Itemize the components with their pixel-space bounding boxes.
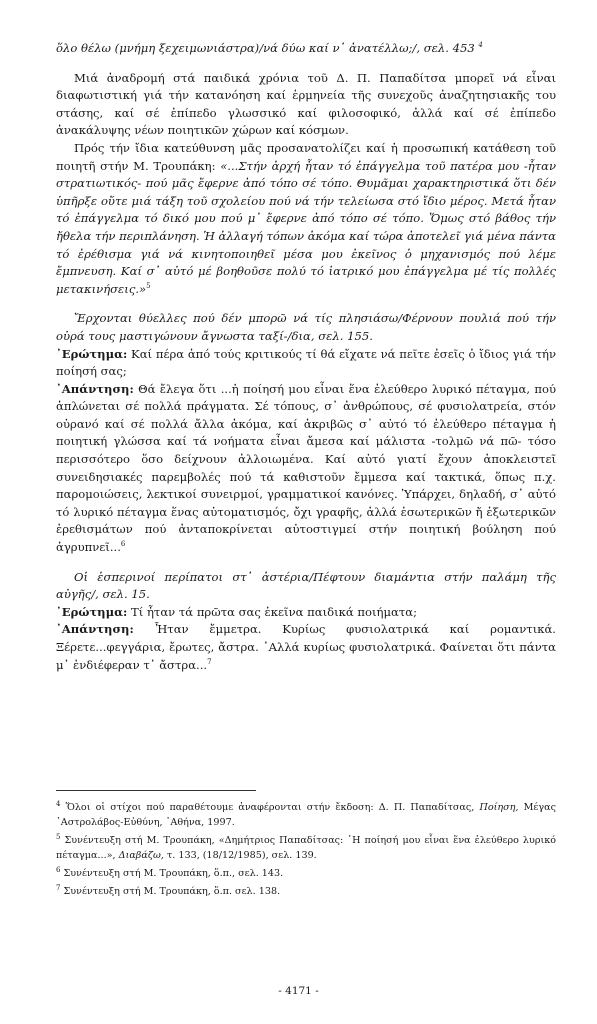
footnote-5 (56, 833, 556, 863)
question-2 (56, 604, 556, 622)
answer-text: Θά ἔλεγα ὅτι ...ἡ ποίησή μου εἶναι ἕνα ἐλεύθερο λυρικό πέταγμα, πού ἁπλώνεται σέ πολλά πράγματα. Σέ τόπους, σ᾽ ἀνθρώπους, σέ φυσιολατρεία, στόν οὐρανό καί σέ πολλά ἄλλα ἀκόμα, καί ἀκριβῶς σ᾽ αὐτό τό ἐλεύθερο πέταγμα ἡ ποιητική γλώσσα καί τά νοήματα εἶναι ἄμεσα καί μάλιστα -τολμῶ νά πῶ- τόσο περισσότερο ὅσο δείχνουν ἀλλοιωμένα. Καί αὐτό γιατί ἔχουν ἀποκλειστεῖ συνειδησιακές παρεμβολές πού τά καθιστοῦν ἔμμεσα καί τακτικά, ὅπως π.χ. παρομοιώσεις, λεκτικοί συνειρμοί, γραμματικοί κανόνες. Ὑπάρχει, δηλαδή, σ᾽ αὐτό τό λυρικό πέταγμα ἕνας αὐτοματισμός, ὄχι γραφῆς, ἀλλά ἐσωτερικῶν ἤ ἐξωτερικῶν ἐρεθισμάτων πού ἀνταποκρίνεται αὐτοστιγμεί στήν ποιητική βούληση πού ἀγρυπνεῖ... (56, 381, 556, 555)
page-body (56, 40, 556, 674)
footnote-number: 6 (56, 865, 61, 874)
answer-label: ᾽Απάντηση: (56, 381, 134, 396)
question-label: ᾽Ερώτημα: (56, 604, 128, 619)
footnote-text: Συνέντευξη στή Μ. Τρουπάκη, ὅ.π., σελ. 143. (60, 868, 284, 879)
verse-quote-3: Οἱ ἑσπερινοί περίπατοι στ᾽ ἀστέρια/Πέφτουν διαμάντια στήν παλάμη τῆς αὐγῆς/, σελ. 15. (56, 569, 556, 602)
footnote-7 (56, 884, 556, 899)
footnote-text: Συνέντευξη στή Μ. Τρουπάκη, ὅ.π. σελ. 138. (60, 886, 281, 897)
footnote-text: τ. 133, (18/12/1985), σελ. 139. (163, 850, 317, 861)
footnote-6 (56, 866, 556, 881)
footnote-ref[interactable]: 6 (120, 540, 126, 549)
verse-quote-top (56, 40, 556, 58)
paragraph-testimony (56, 140, 556, 298)
book-title: Ποίηση, (479, 802, 519, 813)
testimony-quote: «...Στήν ἀρχή ἦταν τό ἐπάγγελμα τοῦ πατέρα μου -ἦταν στρατιωτικός- πού μᾶς ἔφερνε ἀπό τόπο σέ τόπο. Θυμᾶμαι χαρακτηριστικά ὅτι δέν ὑπῆρξε οὔτε μιά τάξη τοῦ σχολείου πού νά τήν τελείωσα στό ἴδιο μέρος. Μετά ἦταν τό ἐπάγγελμα τό δικό μου πού μ᾽ ἔφερνε ἀπό τόπο σέ τόπο. Ὅμως στό βάθος τήν ἤθελα τήν περιπλάνηση. Ἡ ἀλλαγή τόπων ἀκόμα καί τώρα ἀποτελεῖ γιά μένα πάντα τό ἐρέθισμα γιά νά κινητοποιηθεῖ μέσα μου ἐκεῖνος ὁ μηχανισμός πού λέμε ἔμπνευση. Καί σ᾽ αὐτό μέ βοηθοῦσε πολύ τό ἰατρικό μου ἐπάγγελμα μέ τίς πολλές μετακινήσεις.» (56, 158, 556, 296)
footnote-ref[interactable]: 7 (207, 657, 212, 666)
answer-1 (56, 381, 556, 557)
footnote-text: Ὅλοι οἱ στίχοι πού παραθέτουμε ἀναφέρονται στήν ἔκδοση: Δ. Π. Παπαδίτσας, (60, 802, 480, 813)
footnotes (56, 800, 556, 902)
testimony-intro: Πρός τήν ἴδια κατεύθυνση μᾶς προσανατολίζει καί ἡ προσωπική κατάθεση τοῦ ποιητῆ στήν Μ. Τρουπάκη: (56, 140, 556, 173)
journal-title: Διαβάζω, (118, 850, 164, 861)
verse-text: ὅλο θέλω (μνήμη ξεχειμωνιάστρα)/νά δύω καί ν᾽ ἀνατέλλω;/, σελ. 453 (56, 41, 475, 55)
question-label: ᾽Ερώτημα: (56, 346, 128, 361)
verse-quote-2: Ἔρχονται θύελλες πού δέν μπορῶ νά τίς πλησιάσω/Φέρνουν πουλιά πού τήν οὐρά τους μαστιγώνουν ἄγνωστα ταξί-/δια, σελ. 155. (56, 311, 556, 343)
footnote-divider (56, 790, 256, 791)
question-text: Καί πέρα ἀπό τούς κριτικούς τί θά εἴχατε νά πεῖτε ἐσεῖς ὁ ἴδιος γιά τήν ποίησή σας; (56, 346, 556, 379)
footnote-ref[interactable]: 5 (146, 281, 151, 290)
footnote-number: 4 (56, 799, 61, 808)
footnote-4 (56, 800, 556, 830)
footnote-text: Μέγας ᾽Αστρολάβος-Εὐθύνη, ᾽Αθήνα, 1997. (56, 802, 556, 828)
footnote-text: Συνέντευξη στή Μ. Τρουπάκη, «Δημήτριος Παπαδίτσας: ῾Η ποίησή μου εἶναι ἕνα ἐλεύθερο λυρικό πέταγμα...», (56, 835, 556, 861)
footnote-number: 5 (56, 832, 61, 841)
footnote-ref[interactable]: 4 (478, 41, 483, 50)
answer-label: ᾽Απάντηση: (56, 622, 134, 637)
answer-2 (56, 621, 556, 674)
answer-text: Ἦταν ἔμμετρα. Κυρίως φυσιολατρικά καί ρομαντικά. Ξέρετε...φεγγάρια, ἔρωτες, ἄστρα. ᾽Αλλά κυρίως φυσιολατρικά. Φαίνεται ὅτι πάντα μ᾽ ἐνδιέφεραν τ᾽ ἄστρα... (56, 622, 556, 672)
paragraph-childhood: Μιά ἀναδρομή στά παιδικά χρόνια τοῦ Δ. Π. Παπαδίτσα μπορεῖ νά εἶναι διαφωτιστική γιά τήν κατανόηση καί ἑρμηνεία τῆς συνεχοῦς ἀναζητησιακῆς του στάσης, καί σέ ἐπίπεδο γλωσσικό καί φιλοσοφικό, ἀλλά καί σέ ἐπίπεδο ἀνακάλυψης νέων ποιητικῶν χώρων καί κόσμων. (56, 70, 556, 138)
page-number: - 4171 - (278, 985, 319, 997)
footnote-number: 7 (56, 883, 61, 892)
question-text: Τί ἦταν τά πρῶτα σας ἐκεῖνα παιδικά ποιήματα; (127, 604, 418, 619)
question-1 (56, 346, 556, 381)
